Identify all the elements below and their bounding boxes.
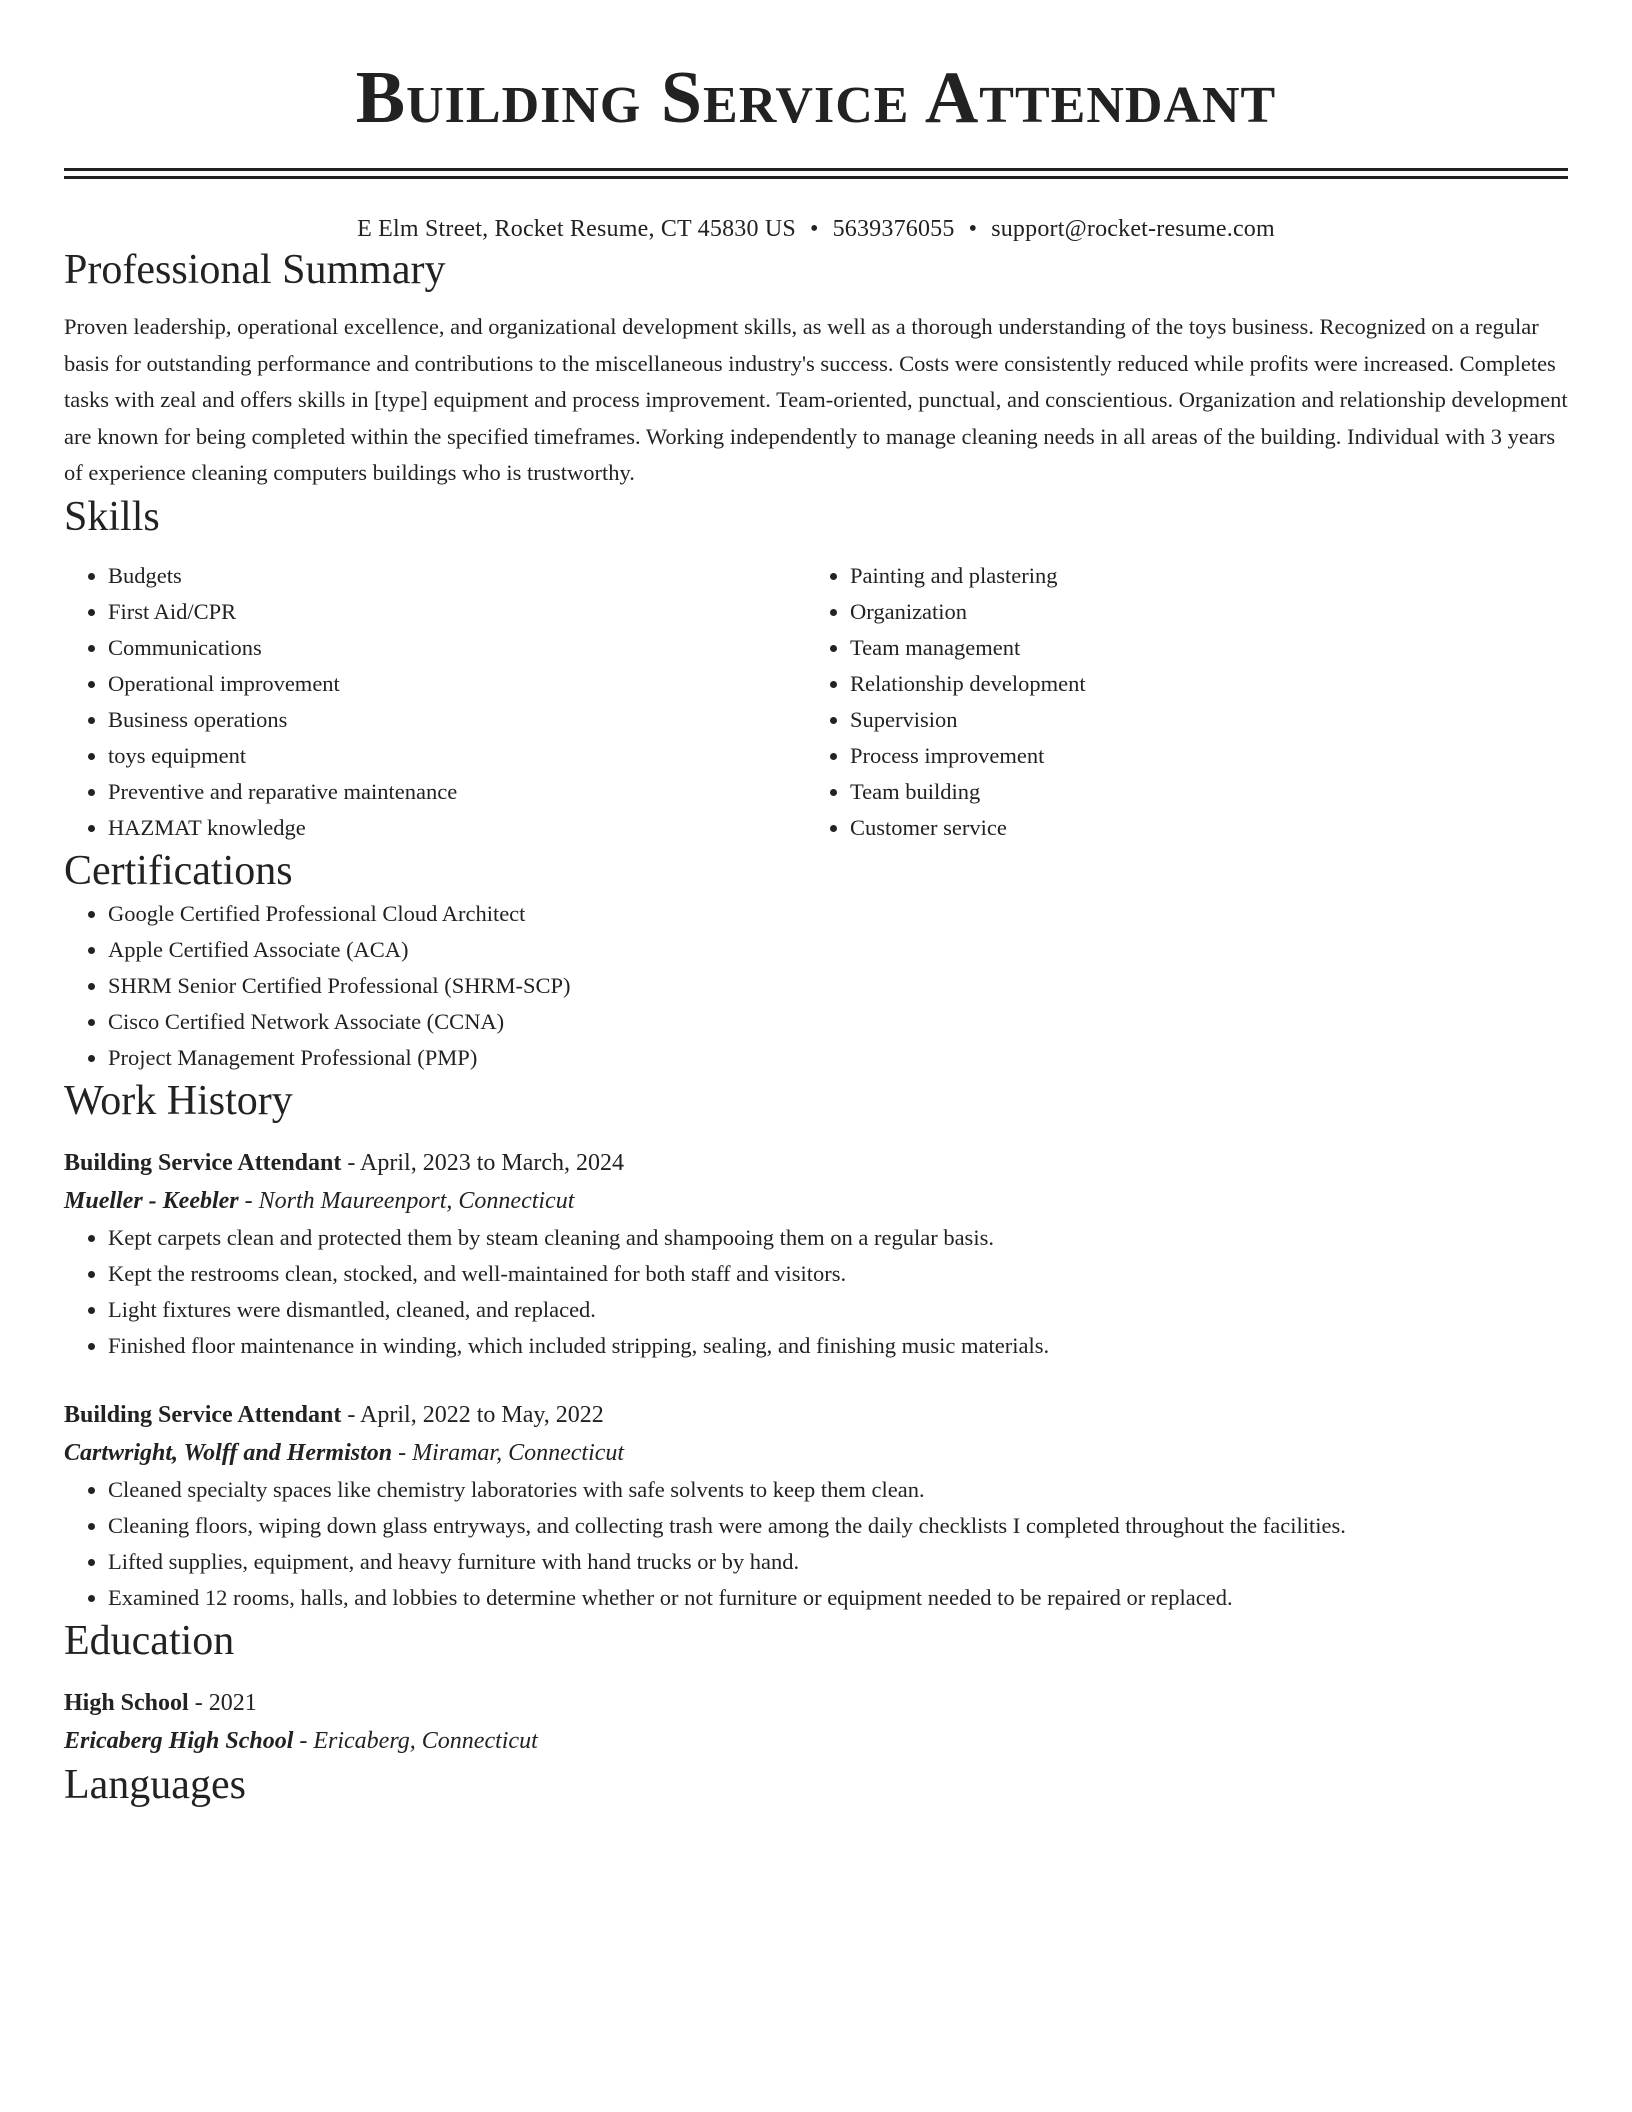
job-dates: April, 2022 to May, 2022	[360, 1401, 604, 1428]
job-dash: -	[341, 1401, 361, 1428]
skill-item: • Business operations	[108, 702, 806, 738]
education-heading: Education	[64, 1617, 235, 1664]
job-entry	[64, 1144, 1568, 1364]
job-company: Cartwright, Wolff and Hermiston	[64, 1439, 393, 1466]
work-history-heading: Work History	[64, 1077, 293, 1124]
job-company: Mueller - Keebler	[64, 1187, 239, 1214]
job-dates: April, 2023 to March, 2024	[360, 1149, 624, 1176]
certification-item: • Project Management Professional (PMP)	[108, 1040, 1568, 1076]
job-bullet: • Lifted supplies, equipment, and heavy furniture with hand trucks or by hand.	[108, 1544, 1568, 1580]
certifications-heading: Certifications	[64, 847, 293, 894]
contact-email: support@rocket-resume.com	[991, 216, 1275, 242]
skills-column-right	[806, 558, 1548, 846]
skills-columns	[64, 558, 1568, 846]
skill-item: • Relationship development	[850, 666, 1548, 702]
job-dash: -	[238, 1187, 259, 1214]
contact-separator: •	[809, 216, 819, 242]
education-header	[64, 1684, 1568, 1722]
job-bullets	[64, 1472, 1568, 1616]
skill-item: • Customer service	[850, 810, 1548, 846]
skill-item: • Supervision	[850, 702, 1548, 738]
skill-item: • Budgets	[108, 558, 806, 594]
job-bullet: • Light fixtures were dismantled, cleaned, and replaced.	[108, 1292, 1568, 1328]
education-year: 2021	[208, 1689, 257, 1716]
contact-separator: •	[968, 216, 978, 242]
skill-item: • Team building	[850, 774, 1548, 810]
skill-item: • Preventive and reparative maintenance	[108, 774, 806, 810]
skill-item: • First Aid/CPR	[108, 594, 806, 630]
job-header	[64, 1144, 1568, 1182]
skill-item: • Organization	[850, 594, 1548, 630]
skill-item: • Team management	[850, 630, 1548, 666]
contact-address: E Elm Street, Rocket Resume, CT 45830 US	[357, 216, 796, 242]
skill-item: • Communications	[108, 630, 806, 666]
contact-line	[64, 213, 1568, 245]
job-employer	[64, 1182, 1568, 1220]
job-dash: -	[341, 1149, 361, 1176]
summary-heading: Professional Summary	[64, 247, 446, 293]
job-bullet: • Cleaning floors, wiping down glass entryways, and collecting trash were among the daily checklists I completed throughout the facilities.	[108, 1508, 1568, 1544]
job-bullet: • Examined 12 rooms, halls, and lobbies to determine whether or not furniture or equipment needed to be repaired or replaced.	[108, 1580, 1568, 1616]
summary-text: Proven leadership, operational excellence, and organizational development skills, as well as a thorough understanding of the toys business. Recognized on a regular basis for outstanding performance and contributions to the miscellaneous industry's success. Costs were consistently reduced while profits were increased. Completes tasks with zeal and offers skills in [type] equipment and process improvement. Team-oriented, punctual, and conscientious. Organization and relationship development are known for being completed within the specified timeframes. Working independently to manage cleaning needs in all areas of the building. Individual with 3 years of experience cleaning computers buildings who is trustworthy.	[64, 314, 1568, 485]
job-bullet: • Kept carpets clean and protected them by steam cleaning and shampooing them on a regular basis.	[108, 1220, 1568, 1256]
resume-name: Building Service Attendant	[355, 57, 1277, 139]
skill-item: • Painting and plastering	[850, 558, 1548, 594]
job-bullet: • Kept the restrooms clean, stocked, and well-maintained for both staff and visitors.	[108, 1256, 1568, 1292]
contact-phone: 5639376055	[832, 216, 955, 242]
education-degree: High School	[64, 1689, 189, 1716]
skills-list-left	[64, 558, 806, 846]
education-school: Ericaberg High School	[64, 1727, 294, 1754]
job-bullet: • Cleaned specialty spaces like chemistry laboratories with safe solvents to keep them clean.	[108, 1472, 1568, 1508]
education-location: Ericaberg, Connecticut	[313, 1727, 538, 1754]
certification-item: • SHRM Senior Certified Professional (SHRM-SCP)	[108, 968, 1568, 1004]
job-dash: -	[392, 1439, 413, 1466]
job-bullets	[64, 1220, 1568, 1364]
skills-heading: Skills	[64, 493, 160, 540]
skill-item: • Process improvement	[850, 738, 1548, 774]
skill-item: • toys equipment	[108, 738, 806, 774]
job-location: North Maureenport, Connecticut	[258, 1187, 575, 1214]
job-location: Miramar, Connecticut	[412, 1439, 625, 1466]
certification-item: • Apple Certified Associate (ACA)	[108, 932, 1568, 968]
certifications-list	[64, 896, 1568, 1076]
education-dash: -	[293, 1727, 314, 1754]
job-entry	[64, 1396, 1568, 1616]
header-divider-top	[64, 168, 1568, 171]
header-divider-bottom	[64, 176, 1568, 179]
skills-column-left	[64, 558, 806, 846]
certification-item: • Cisco Certified Network Associate (CCNA)	[108, 1004, 1568, 1040]
languages-heading: Languages	[64, 1761, 246, 1808]
skill-item: • Operational improvement	[108, 666, 806, 702]
skill-item: • HAZMAT knowledge	[108, 810, 806, 846]
job-role: Building Service Attendant	[64, 1149, 342, 1176]
job-bullet: • Finished floor maintenance in winding, which included stripping, sealing, and finishing music materials.	[108, 1328, 1568, 1364]
job-header	[64, 1396, 1568, 1434]
skills-list-right	[806, 558, 1548, 846]
education-school-line	[64, 1722, 1568, 1760]
job-role: Building Service Attendant	[64, 1401, 342, 1428]
job-employer	[64, 1434, 1568, 1472]
certification-item: • Google Certified Professional Cloud Architect	[108, 896, 1568, 932]
education-dash: -	[188, 1689, 209, 1716]
